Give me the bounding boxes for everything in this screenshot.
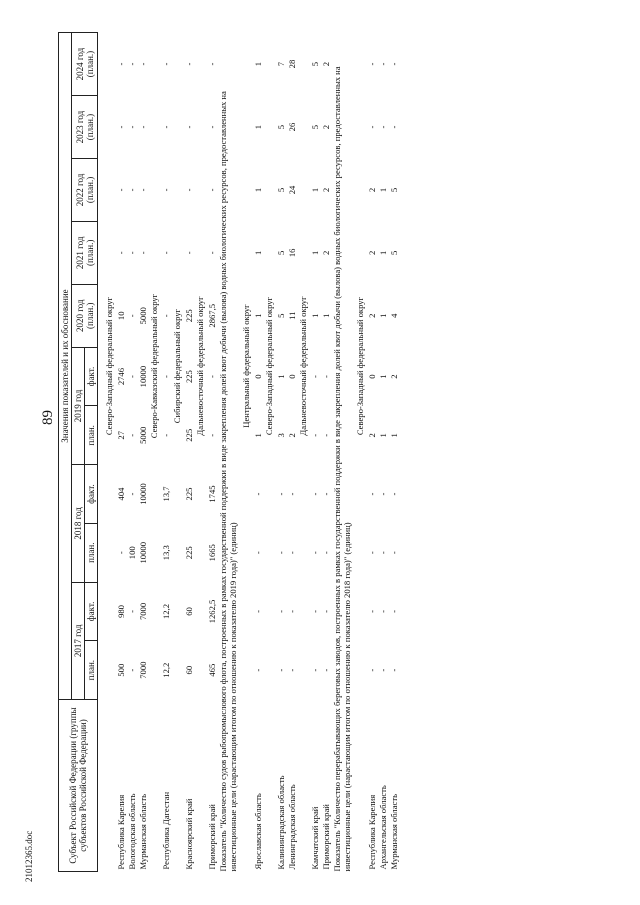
table-row: [388, 33, 399, 872]
table-cell: 13,3: [160, 545, 171, 561]
table-cell: -: [275, 551, 286, 555]
district-band: Сибирский федеральный округ: [172, 308, 182, 424]
table-cell: -: [126, 375, 137, 379]
table-row: [286, 33, 297, 872]
table-cell: -: [366, 610, 377, 613]
table-cell: 2: [286, 433, 297, 438]
header-fact: факт.: [85, 347, 98, 406]
table-cell: 2: [366, 313, 377, 318]
table-cell: -: [160, 251, 171, 255]
table-cell: 500: [115, 663, 126, 677]
district-band: Дальневосточный федеральный округ: [298, 296, 308, 436]
table-cell: -: [377, 668, 388, 672]
table-row: [137, 33, 148, 872]
table-cell: -: [388, 125, 399, 129]
table-cell: -: [275, 492, 286, 496]
table-cell: 1: [377, 313, 388, 318]
table-row: [206, 33, 217, 872]
table-cell: -: [126, 433, 137, 437]
table-cell: -: [366, 551, 377, 555]
table-cell: -: [252, 551, 263, 555]
header-fact: факт.: [85, 582, 98, 641]
table-cell: -: [388, 610, 399, 613]
header-plan: план.: [85, 406, 98, 465]
table-cell: 225: [183, 428, 194, 442]
district-band: Северо-Западный федеральный округ: [355, 296, 365, 436]
table-cell: 11: [286, 311, 297, 320]
table-cell: 1: [275, 374, 286, 379]
table-cell: -: [320, 610, 331, 613]
table-cell: 465: [206, 663, 217, 677]
district-band: Дальневосточный федеральный округ: [195, 296, 205, 436]
table-row: [309, 33, 320, 872]
table-cell: 1: [309, 313, 320, 318]
table-cell: 1: [252, 250, 263, 256]
table-cell: -: [366, 492, 377, 496]
table-cell: -: [137, 251, 148, 255]
header-2023: 2023 год (план.): [72, 96, 98, 159]
table-cell: 1665: [206, 544, 217, 562]
table-cell: -: [388, 62, 399, 66]
header-year-2018: 2018 год: [72, 465, 85, 582]
table-cell: -: [286, 492, 297, 496]
table-cell: 1: [388, 433, 399, 438]
table-cell: -: [366, 62, 377, 66]
region-name: Приморский край: [320, 804, 331, 870]
district-band: Северо-Западный федеральный округ: [264, 296, 274, 436]
table-cell: 1: [377, 433, 388, 438]
table-cell: -: [206, 62, 217, 66]
table-cell: 1: [252, 433, 263, 438]
table-cell: 1: [309, 250, 320, 256]
region-name: Калининградская область: [275, 775, 286, 870]
table-cell: 2: [366, 187, 377, 193]
table-cell: 0: [366, 374, 377, 379]
indicator-table: [58, 32, 399, 872]
table-cell: 2: [320, 187, 331, 193]
table-cell: 5: [309, 61, 320, 67]
region-name: Ленинградская область: [286, 784, 297, 870]
header-year-2019: 2019 год: [72, 347, 85, 464]
district-band: Северо-Кавказский федеральный округ: [149, 293, 159, 439]
table-cell: 5: [275, 313, 286, 318]
table-cell: -: [115, 551, 126, 555]
header-fact: факт.: [85, 465, 98, 524]
table-row: [160, 33, 171, 872]
table-cell: 7000: [137, 661, 148, 679]
table-cell: -: [115, 251, 126, 255]
table-cell: 10000: [137, 365, 148, 388]
table-cell: 2: [366, 433, 377, 438]
page-number: 89: [40, 410, 56, 425]
region-name: Республика Карелия: [366, 794, 377, 870]
table-cell: 2867,5: [206, 303, 217, 328]
table-cell: -: [126, 314, 137, 318]
district-band: Центральный федеральный округ: [241, 304, 251, 428]
region-name: Республика Дагестан: [160, 791, 171, 870]
table-cell: 10000: [137, 483, 148, 505]
table-cell: -: [377, 551, 388, 555]
table-cell: -: [115, 62, 126, 66]
table-cell: 60: [183, 665, 194, 675]
table-cell: -: [137, 188, 148, 192]
region-name: Приморский край: [206, 804, 217, 870]
table-cell: 1: [252, 61, 263, 67]
table-row: [183, 33, 194, 872]
table-cell: -: [286, 551, 297, 555]
table-cell: -: [183, 62, 194, 66]
table-cell: -: [126, 251, 137, 255]
table-cell: 1: [320, 313, 331, 318]
table-cell: 7: [275, 61, 286, 67]
table-cell: -: [309, 492, 320, 496]
table-cell: -: [160, 62, 171, 66]
table-cell: -: [115, 125, 126, 129]
table-cell: 28: [286, 59, 297, 69]
table-cell: -: [275, 610, 286, 613]
header-2024: 2024 год (план.): [72, 33, 98, 96]
district-band: Северо-Западный федеральный округ: [104, 296, 114, 436]
table-cell: -: [126, 125, 137, 129]
table-row: [320, 33, 331, 872]
table-cell: 2: [320, 124, 331, 130]
table-cell: -: [183, 125, 194, 129]
table-cell: -: [309, 610, 320, 613]
header-values-group: Значения показателей и их обоснование: [59, 33, 72, 700]
table-cell: -: [309, 433, 320, 437]
header-plan: план.: [85, 523, 98, 582]
table-cell: 0: [252, 374, 263, 379]
table-cell: 27: [115, 431, 126, 440]
table-row: [275, 33, 286, 872]
table-cell: 5: [275, 187, 286, 193]
footer-doc-name: 21012365.doc: [24, 830, 34, 882]
table-cell: 13,7: [160, 486, 171, 502]
table-cell: -: [309, 375, 320, 379]
table-cell: -: [377, 62, 388, 66]
table-cell: -: [115, 188, 126, 192]
table-cell: -: [160, 433, 171, 437]
region-name: Камчатский край: [309, 806, 320, 870]
table-cell: 2: [320, 250, 331, 256]
region-name: Мурманская область: [137, 793, 148, 870]
region-name: Республика Карелия: [115, 794, 126, 870]
table-cell: 60: [183, 607, 194, 616]
table-cell: -: [160, 314, 171, 318]
header-2022: 2022 год (план.): [72, 159, 98, 222]
table-cell: 5: [275, 124, 286, 130]
table-cell: -: [320, 668, 331, 672]
table-cell: 225: [183, 370, 194, 384]
table-cell: 5000: [137, 307, 148, 325]
table-cell: 225: [183, 546, 194, 560]
table-cell: 1: [377, 187, 388, 193]
header-year-2017: 2017 год: [72, 582, 85, 699]
table-cell: -: [320, 492, 331, 496]
table-cell: -: [388, 551, 399, 555]
table-row: [252, 33, 263, 872]
table-cell: -: [137, 125, 148, 129]
table-cell: 1: [309, 187, 320, 193]
table-cell: 1: [252, 187, 263, 193]
table-cell: -: [377, 125, 388, 129]
table-cell: -: [388, 492, 399, 496]
region-name: Ярославская область: [252, 793, 263, 870]
table-cell: -: [160, 125, 171, 129]
table-cell: 10000: [137, 542, 148, 564]
table-cell: 1: [252, 124, 263, 130]
table-cell: 2746: [115, 367, 126, 386]
table-cell: -: [160, 188, 171, 192]
table-cell: -: [309, 551, 320, 555]
table-cell: 5000: [137, 426, 148, 444]
table-cell: 0: [286, 374, 297, 379]
table-cell: -: [366, 668, 377, 672]
table-cell: 100: [126, 546, 137, 560]
table-cell: -: [252, 492, 263, 496]
table-cell: 2: [320, 61, 331, 67]
table-cell: -: [126, 62, 137, 66]
table-row: [366, 33, 377, 872]
table-cell: 225: [183, 487, 194, 501]
header-2020: 2020 год (план.): [72, 284, 98, 347]
table-cell: -: [252, 668, 263, 672]
table-cell: -: [320, 375, 331, 379]
table-cell: 1: [252, 313, 263, 318]
table-cell: -: [252, 610, 263, 613]
table-cell: 2: [366, 250, 377, 256]
table-row: [126, 33, 137, 872]
table-cell: 980: [115, 605, 126, 618]
table-cell: 16: [286, 248, 297, 258]
table-cell: 5: [388, 187, 399, 193]
table-row: [377, 33, 388, 872]
table-cell: 404: [115, 487, 126, 501]
table-cell: 24: [286, 185, 297, 195]
indicator-title: Показатель "Количество перерабатывающих береговых заводов, построенных в рамках государственной поддержки в виде закрепления долей квот добычи (вылова) водных биологических ресурсов, предоставленных на инвестиционные цели (нарастающим итогом по отношению к показателю 2018 года)" (единиц): [332, 66, 352, 872]
table-cell: -: [183, 251, 194, 255]
table-cell: -: [309, 668, 320, 672]
table-cell: 26: [286, 122, 297, 132]
table-cell: -: [183, 188, 194, 192]
table-cell: -: [126, 668, 137, 672]
table-row: [115, 33, 126, 872]
header-2021: 2021 год (план.): [72, 221, 98, 284]
table-cell: -: [377, 492, 388, 496]
table-cell: -: [126, 610, 137, 613]
table-cell: 5: [275, 250, 286, 256]
table-cell: 3: [275, 433, 286, 438]
table-cell: -: [286, 610, 297, 613]
table-cell: 1: [377, 374, 388, 379]
table-cell: 4: [388, 313, 399, 318]
table-cell: -: [126, 188, 137, 192]
table-cell: 12,2: [160, 662, 171, 678]
table-cell: -: [160, 375, 171, 379]
table-cell: -: [320, 433, 331, 437]
table-cell: 10: [115, 311, 126, 321]
table-cell: 1745: [206, 485, 217, 503]
table-cell: -: [388, 668, 399, 672]
table-cell: -: [275, 668, 286, 672]
table-cell: -: [206, 188, 217, 192]
table-cell: 12,2: [160, 603, 171, 619]
table-cell: -: [137, 62, 148, 66]
table-cell: 1: [377, 250, 388, 256]
header-subject: Субъект Российской Федерации (группы субъектов Российской Федерации): [59, 700, 98, 872]
table-cell: 5: [388, 250, 399, 256]
table-cell: -: [320, 551, 331, 555]
table-cell: -: [206, 375, 217, 379]
region-name: Мурманская область: [388, 793, 399, 870]
table-cell: 7000: [137, 602, 148, 621]
table-cell: 225: [183, 309, 194, 323]
table-cell: -: [377, 610, 388, 613]
table-cell: -: [206, 125, 217, 129]
table-cell: -: [206, 433, 217, 437]
region-name: Вологодская область: [126, 793, 137, 870]
region-name: Архангельская область: [377, 785, 388, 870]
rotated-page: [58, 32, 618, 872]
table-cell: -: [286, 668, 297, 672]
table-cell: 5: [309, 124, 320, 130]
table-cell: 1262,5: [206, 599, 217, 624]
header-plan: план.: [85, 641, 98, 700]
table-cell: 2: [388, 374, 399, 379]
indicator-title: Показатель "Количество судов рыбопромыслового флота, построенных в рамках государственной поддержки в виде закрепления долей квот добычи (вылова) водных биологических ресурсов, предоставленных на инвестиционные цели (нарастающим итогом по отношению к показателю 2019 года)" (единиц): [218, 91, 238, 872]
table-cell: -: [206, 251, 217, 255]
table-cell: -: [366, 125, 377, 129]
table-cell: -: [126, 492, 137, 496]
region-name: Красноярский край: [183, 798, 194, 870]
